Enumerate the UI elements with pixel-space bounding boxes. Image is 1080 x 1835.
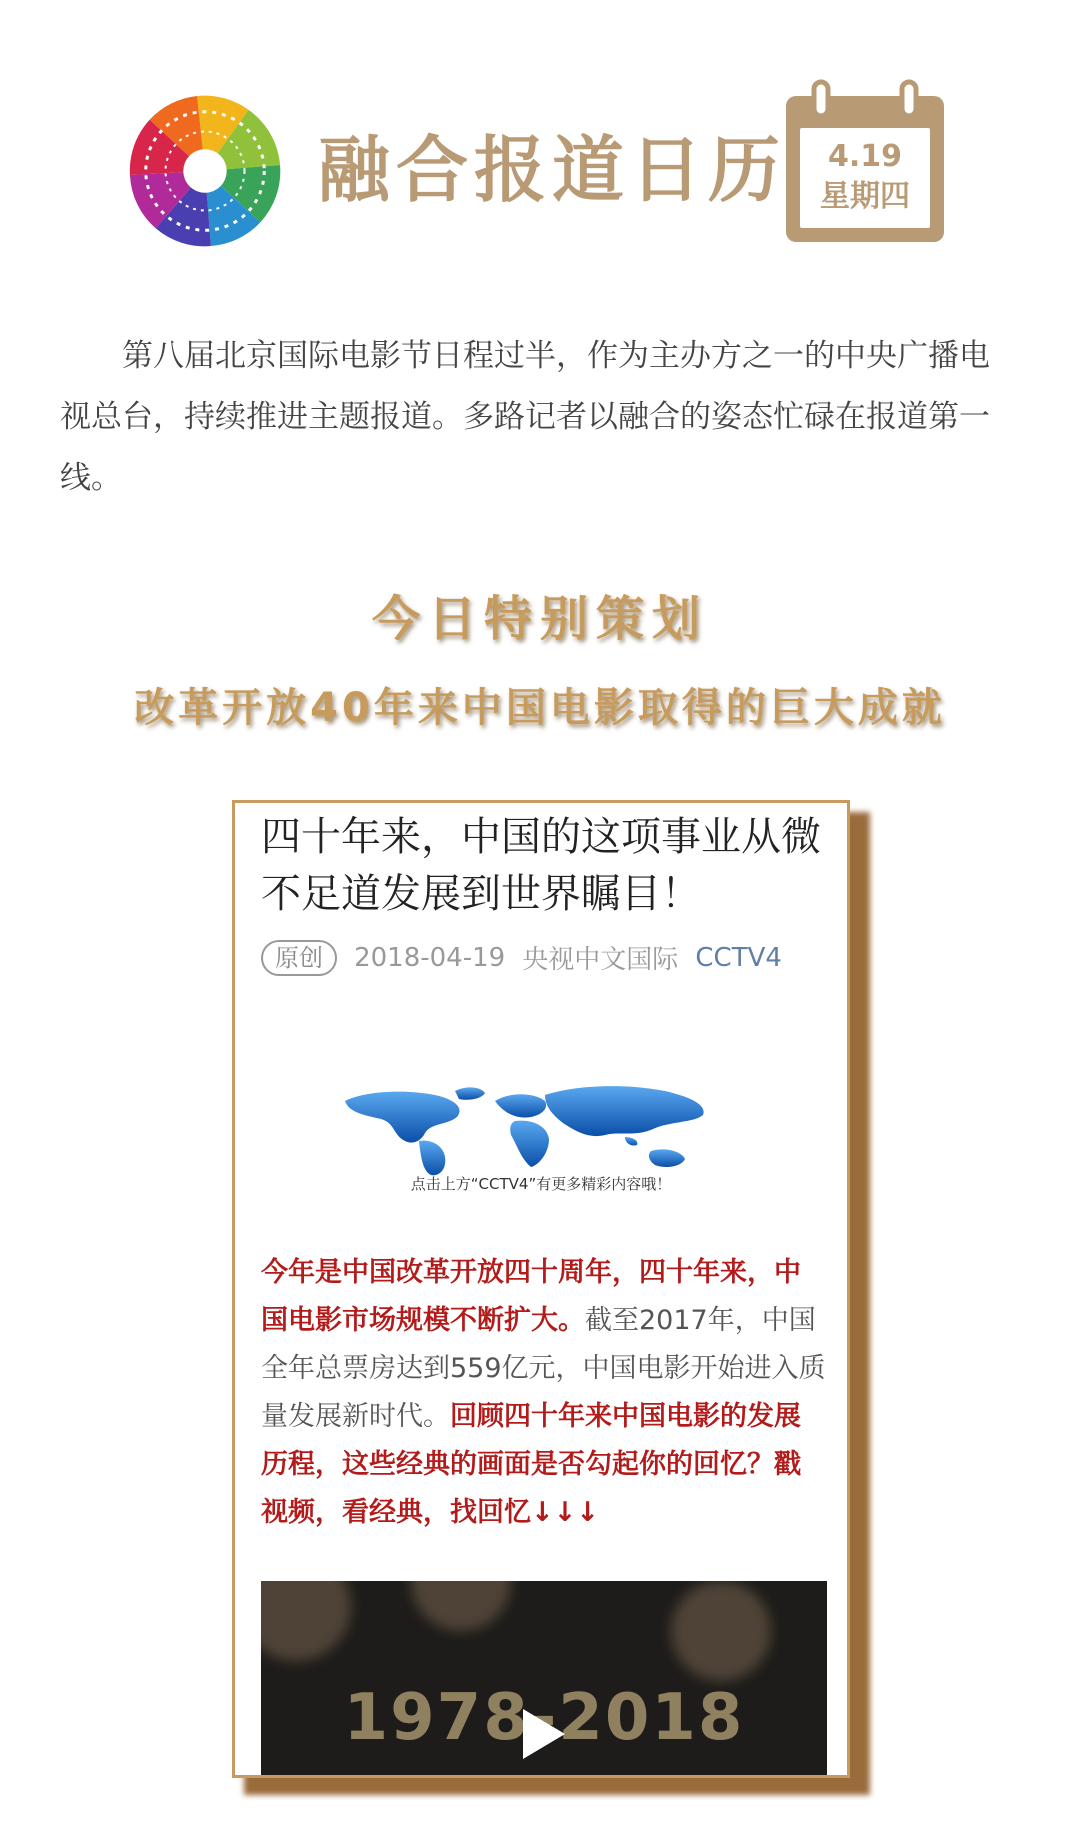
article-body: [261, 1249, 827, 1537]
article-source: 央视中文国际: [522, 945, 679, 975]
page-header: [0, 0, 1080, 280]
body-highlight-2: 回顾四十年来中国电影的发展历程，这些经典的画面是否勾起你的回忆？戳视频，看经典，找回忆↓↓↓: [261, 1401, 801, 1528]
article-title: 四十年来，中国的这项事业从微不足道发展到世界瞩目！: [261, 814, 821, 917]
video-player[interactable]: [261, 1581, 827, 1778]
video-bokeh-2: [411, 1581, 511, 1631]
account-link[interactable]: CCTV4: [695, 942, 782, 973]
body-highlight-1: 今年是中国改革开放四十周年，四十年来，中国电影市场规模不断扩大。: [261, 1257, 801, 1336]
video-bokeh-3: [671, 1581, 771, 1681]
article-meta: [261, 939, 782, 975]
article-date: 2018-04-19: [354, 942, 506, 973]
play-icon[interactable]: [523, 1709, 565, 1759]
intro-paragraph: 第八届北京国际电影节日程过半，作为主办方之一的中央广播电视总台，持续推进主题报道。多路记者以融合的姿态忙碌在报道第一线。: [60, 338, 990, 496]
original-badge: 原创: [261, 940, 337, 976]
special-title: 今日特别策划: [371, 591, 708, 647]
header-title: 融合报道日历: [318, 128, 787, 212]
map-caption: 点击上方“CCTV4”有更多精彩内容哦！: [410, 1175, 672, 1193]
special-subtitle: 改革开放40年来中国电影取得的巨大成就: [134, 685, 946, 731]
film-reel-fan-logo-icon: [126, 92, 284, 250]
calendar-weekday: 星期四: [820, 179, 910, 214]
video-bokeh-1: [261, 1581, 351, 1661]
world-map-icon: [335, 1079, 735, 1179]
video-year-label: 1978-2018: [343, 1681, 745, 1755]
body-normal-text: 截至2017年，中国全年总票房达到559亿元，中国电影开始进入质量发展新时代。: [261, 1305, 826, 1432]
article-card[interactable]: [232, 800, 850, 1778]
calendar-date: 4.19: [827, 139, 903, 174]
